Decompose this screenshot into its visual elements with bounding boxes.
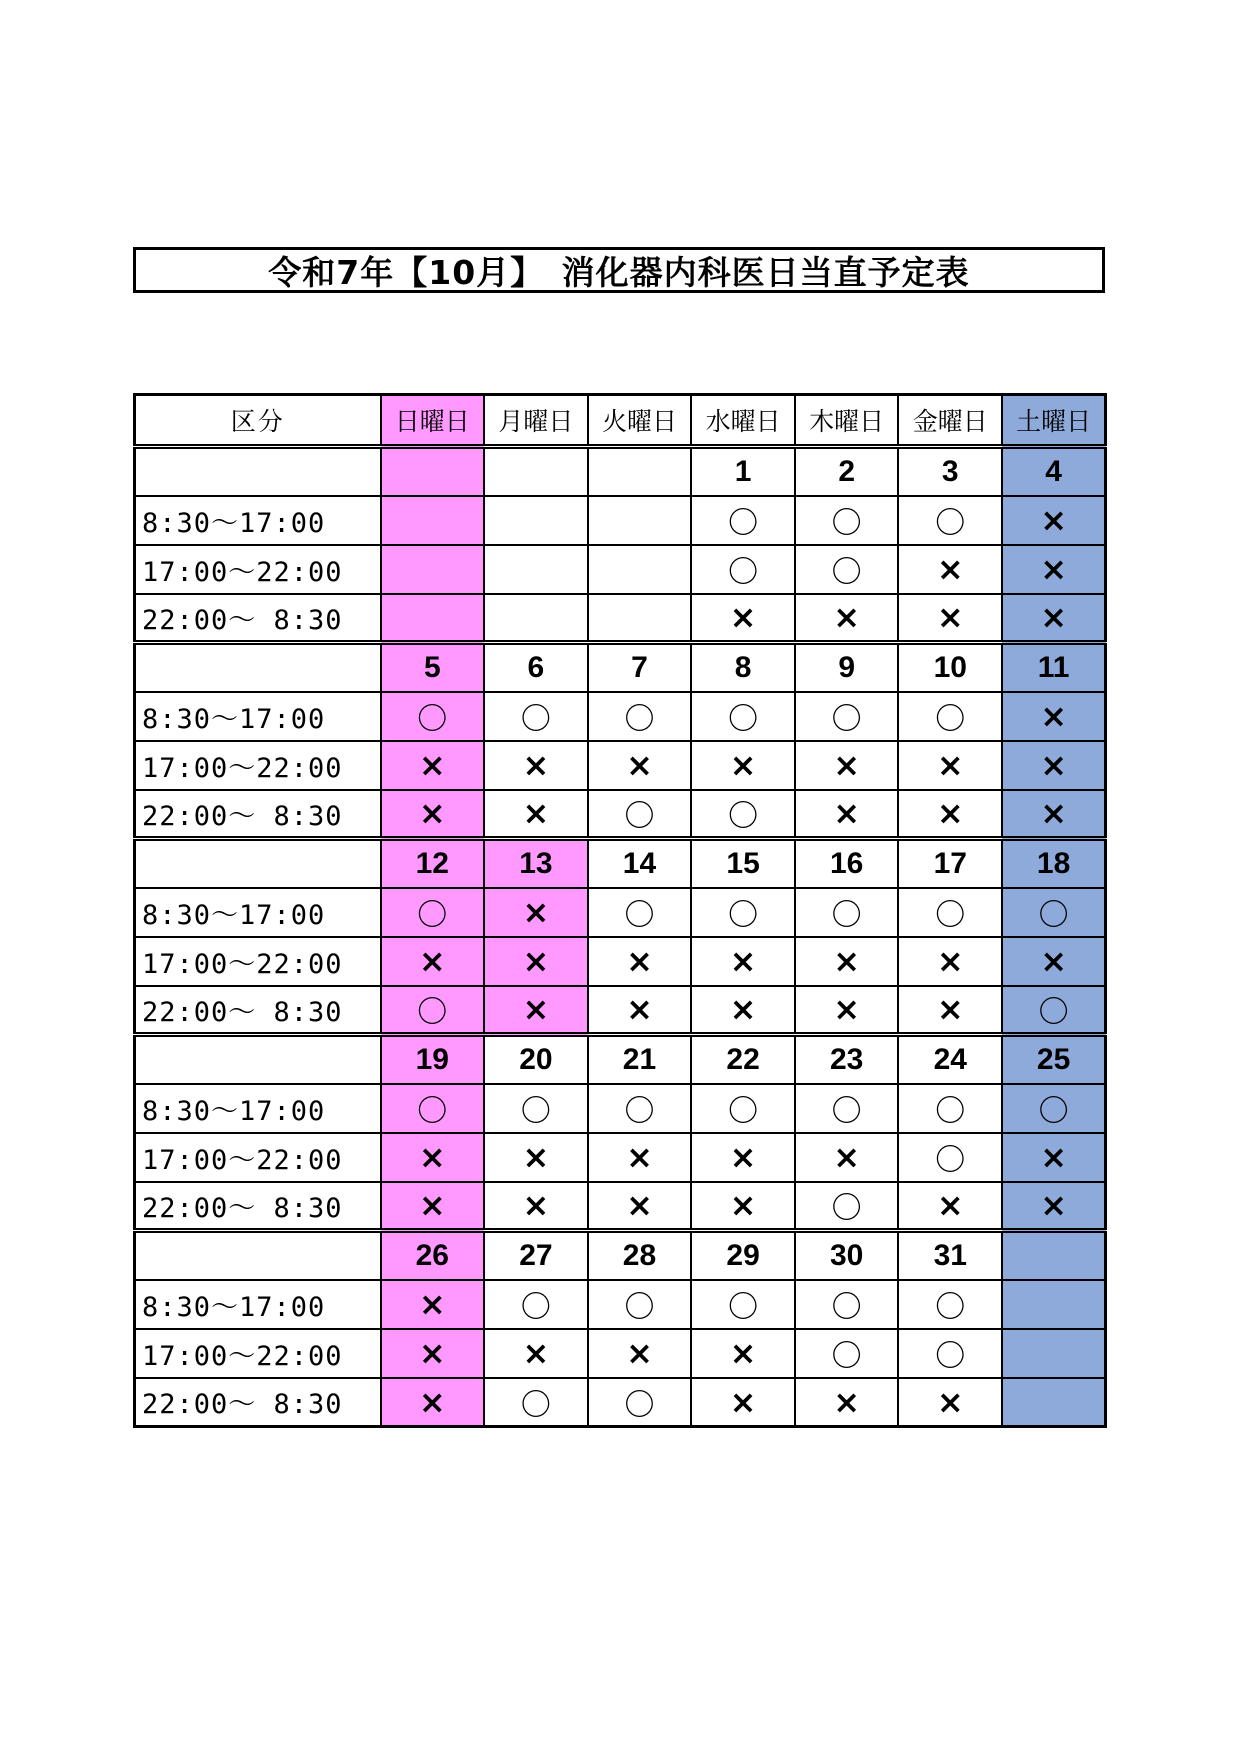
date-cell: 5 (381, 643, 485, 692)
unavailable-mark: × (795, 937, 899, 986)
available-mark: 〇 (898, 1084, 1002, 1133)
date-cell: 10 (898, 643, 1002, 692)
slot-label: 17:00～22:00 (135, 1133, 381, 1182)
unavailable-mark: × (484, 1329, 588, 1378)
unavailable-mark: × (588, 1182, 692, 1231)
slot-label: 8:30～17:00 (135, 1280, 381, 1329)
slot-row (135, 692, 1106, 741)
unavailable-mark: × (484, 888, 588, 937)
date-cell (588, 447, 692, 496)
slot-row (135, 1378, 1106, 1427)
header-day-sunday: 日曜日 (381, 395, 485, 447)
available-mark: 〇 (691, 790, 795, 839)
unavailable-mark: × (1002, 937, 1106, 986)
available-mark: 〇 (484, 1280, 588, 1329)
empty-cell (381, 594, 485, 643)
available-mark: 〇 (691, 888, 795, 937)
unavailable-mark: × (588, 741, 692, 790)
available-mark: 〇 (691, 692, 795, 741)
date-cell: 31 (898, 1231, 1002, 1280)
available-mark: 〇 (381, 986, 485, 1035)
available-mark: 〇 (588, 790, 692, 839)
available-mark: 〇 (381, 1084, 485, 1133)
slot-label: 8:30～17:00 (135, 888, 381, 937)
unavailable-mark: × (484, 986, 588, 1035)
empty-cell (484, 545, 588, 594)
unavailable-mark: × (588, 986, 692, 1035)
unavailable-mark: × (381, 741, 485, 790)
unavailable-mark: × (691, 1329, 795, 1378)
date-cell: 1 (691, 447, 795, 496)
unavailable-mark: × (1002, 545, 1106, 594)
schedule-table (133, 393, 1107, 1428)
available-mark: 〇 (691, 545, 795, 594)
unavailable-mark: × (898, 986, 1002, 1035)
available-mark: 〇 (898, 1280, 1002, 1329)
unavailable-mark: × (381, 1329, 485, 1378)
slot-label: 17:00～22:00 (135, 741, 381, 790)
slot-label: 8:30～17:00 (135, 496, 381, 545)
unavailable-mark: × (795, 1378, 899, 1427)
empty-cell (1002, 1378, 1106, 1427)
available-mark: 〇 (691, 1280, 795, 1329)
date-cell: 16 (795, 839, 899, 888)
empty-cell (588, 496, 692, 545)
date-cell: 20 (484, 1035, 588, 1084)
unavailable-mark: × (795, 790, 899, 839)
available-mark: 〇 (795, 496, 899, 545)
date-cell: 6 (484, 643, 588, 692)
available-mark: 〇 (795, 1182, 899, 1231)
available-mark: 〇 (381, 888, 485, 937)
empty-cell (381, 496, 485, 545)
slot-row (135, 888, 1106, 937)
date-cell: 11 (1002, 643, 1106, 692)
slot-row (135, 986, 1106, 1035)
unavailable-mark: × (381, 1378, 485, 1427)
date-cell (381, 447, 485, 496)
slot-row (135, 545, 1106, 594)
slot-row (135, 1329, 1106, 1378)
date-row (135, 839, 1106, 888)
date-cell: 18 (1002, 839, 1106, 888)
unavailable-mark: × (484, 741, 588, 790)
available-mark: 〇 (795, 545, 899, 594)
date-cell: 12 (381, 839, 485, 888)
date-row-label (135, 447, 381, 496)
date-cell: 30 (795, 1231, 899, 1280)
date-cell (484, 447, 588, 496)
unavailable-mark: × (1002, 1182, 1106, 1231)
slot-row (135, 594, 1106, 643)
date-cell: 22 (691, 1035, 795, 1084)
available-mark: 〇 (484, 692, 588, 741)
available-mark: 〇 (588, 1280, 692, 1329)
unavailable-mark: × (1002, 496, 1106, 545)
unavailable-mark: × (795, 986, 899, 1035)
empty-cell (588, 545, 692, 594)
available-mark: 〇 (795, 888, 899, 937)
available-mark: 〇 (795, 1329, 899, 1378)
slot-label: 17:00～22:00 (135, 1329, 381, 1378)
date-row-label (135, 1035, 381, 1084)
date-cell: 3 (898, 447, 1002, 496)
unavailable-mark: × (691, 937, 795, 986)
unavailable-mark: × (691, 594, 795, 643)
unavailable-mark: × (898, 545, 1002, 594)
header-day-saturday: 土曜日 (1002, 395, 1106, 447)
date-cell: 2 (795, 447, 899, 496)
unavailable-mark: × (795, 741, 899, 790)
available-mark: 〇 (588, 1084, 692, 1133)
unavailable-mark: × (1002, 1133, 1106, 1182)
date-cell: 28 (588, 1231, 692, 1280)
date-cell: 21 (588, 1035, 692, 1084)
date-row-label (135, 643, 381, 692)
unavailable-mark: × (484, 1182, 588, 1231)
available-mark: 〇 (1002, 888, 1106, 937)
slot-row (135, 741, 1106, 790)
available-mark: 〇 (1002, 1084, 1106, 1133)
header-row (135, 395, 1106, 447)
slot-label: 22:00～ 8:30 (135, 1182, 381, 1231)
date-row-label (135, 839, 381, 888)
unavailable-mark: × (484, 1133, 588, 1182)
date-row (135, 1035, 1106, 1084)
date-row-label (135, 1231, 381, 1280)
slot-label: 22:00～ 8:30 (135, 986, 381, 1035)
date-row (135, 447, 1106, 496)
available-mark: 〇 (795, 1084, 899, 1133)
unavailable-mark: × (588, 1133, 692, 1182)
unavailable-mark: × (898, 594, 1002, 643)
unavailable-mark: × (691, 1378, 795, 1427)
slot-label: 22:00～ 8:30 (135, 1378, 381, 1427)
slot-row (135, 1280, 1106, 1329)
date-cell: 4 (1002, 447, 1106, 496)
date-cell: 8 (691, 643, 795, 692)
unavailable-mark: × (795, 1133, 899, 1182)
available-mark: 〇 (588, 888, 692, 937)
unavailable-mark: × (691, 1182, 795, 1231)
available-mark: 〇 (795, 1280, 899, 1329)
available-mark: 〇 (588, 1378, 692, 1427)
header-label: 区分 (135, 395, 381, 447)
date-cell: 14 (588, 839, 692, 888)
unavailable-mark: × (1002, 790, 1106, 839)
date-row (135, 1231, 1106, 1280)
date-cell: 17 (898, 839, 1002, 888)
available-mark: 〇 (795, 692, 899, 741)
available-mark: 〇 (1002, 986, 1106, 1035)
unavailable-mark: × (898, 937, 1002, 986)
date-cell: 24 (898, 1035, 1002, 1084)
slot-label: 17:00～22:00 (135, 937, 381, 986)
unavailable-mark: × (898, 1378, 1002, 1427)
slot-row (135, 1133, 1106, 1182)
date-cell: 19 (381, 1035, 485, 1084)
available-mark: 〇 (898, 1133, 1002, 1182)
unavailable-mark: × (381, 1133, 485, 1182)
unavailable-mark: × (381, 1280, 485, 1329)
empty-cell (1002, 1280, 1106, 1329)
slot-row (135, 937, 1106, 986)
empty-cell (1002, 1329, 1106, 1378)
header-day-thursday: 木曜日 (795, 395, 899, 447)
date-cell: 23 (795, 1035, 899, 1084)
date-cell: 13 (484, 839, 588, 888)
date-cell: 9 (795, 643, 899, 692)
available-mark: 〇 (898, 888, 1002, 937)
header-day-wednesday: 水曜日 (691, 395, 795, 447)
header-day-monday: 月曜日 (484, 395, 588, 447)
available-mark: 〇 (484, 1378, 588, 1427)
available-mark: 〇 (588, 692, 692, 741)
slot-label: 17:00～22:00 (135, 545, 381, 594)
unavailable-mark: × (484, 937, 588, 986)
date-cell: 7 (588, 643, 692, 692)
date-cell (1002, 1231, 1106, 1280)
unavailable-mark: × (898, 741, 1002, 790)
slot-label: 22:00～ 8:30 (135, 594, 381, 643)
slot-label: 8:30～17:00 (135, 1084, 381, 1133)
unavailable-mark: × (691, 741, 795, 790)
unavailable-mark: × (691, 986, 795, 1035)
unavailable-mark: × (1002, 594, 1106, 643)
available-mark: 〇 (691, 1084, 795, 1133)
empty-cell (381, 545, 485, 594)
slot-row (135, 1084, 1106, 1133)
empty-cell (484, 594, 588, 643)
slot-row (135, 1182, 1106, 1231)
available-mark: 〇 (691, 496, 795, 545)
unavailable-mark: × (588, 1329, 692, 1378)
slot-row (135, 496, 1106, 545)
available-mark: 〇 (898, 692, 1002, 741)
header-day-friday: 金曜日 (898, 395, 1002, 447)
unavailable-mark: × (381, 790, 485, 839)
slot-label: 8:30～17:00 (135, 692, 381, 741)
unavailable-mark: × (1002, 692, 1106, 741)
unavailable-mark: × (898, 790, 1002, 839)
slot-label: 22:00～ 8:30 (135, 790, 381, 839)
available-mark: 〇 (381, 692, 485, 741)
unavailable-mark: × (588, 937, 692, 986)
unavailable-mark: × (381, 937, 485, 986)
empty-cell (484, 496, 588, 545)
unavailable-mark: × (1002, 741, 1106, 790)
unavailable-mark: × (898, 1182, 1002, 1231)
unavailable-mark: × (795, 594, 899, 643)
unavailable-mark: × (484, 790, 588, 839)
available-mark: 〇 (898, 496, 1002, 545)
date-cell: 25 (1002, 1035, 1106, 1084)
date-cell: 26 (381, 1231, 485, 1280)
date-cell: 15 (691, 839, 795, 888)
available-mark: 〇 (484, 1084, 588, 1133)
date-cell: 27 (484, 1231, 588, 1280)
unavailable-mark: × (381, 1182, 485, 1231)
date-row (135, 643, 1106, 692)
slot-row (135, 790, 1106, 839)
empty-cell (588, 594, 692, 643)
header-day-tuesday: 火曜日 (588, 395, 692, 447)
unavailable-mark: × (691, 1133, 795, 1182)
date-cell: 29 (691, 1231, 795, 1280)
available-mark: 〇 (898, 1329, 1002, 1378)
page-title: 令和7年【10月】 消化器内科医日当直予定表 (133, 247, 1105, 293)
